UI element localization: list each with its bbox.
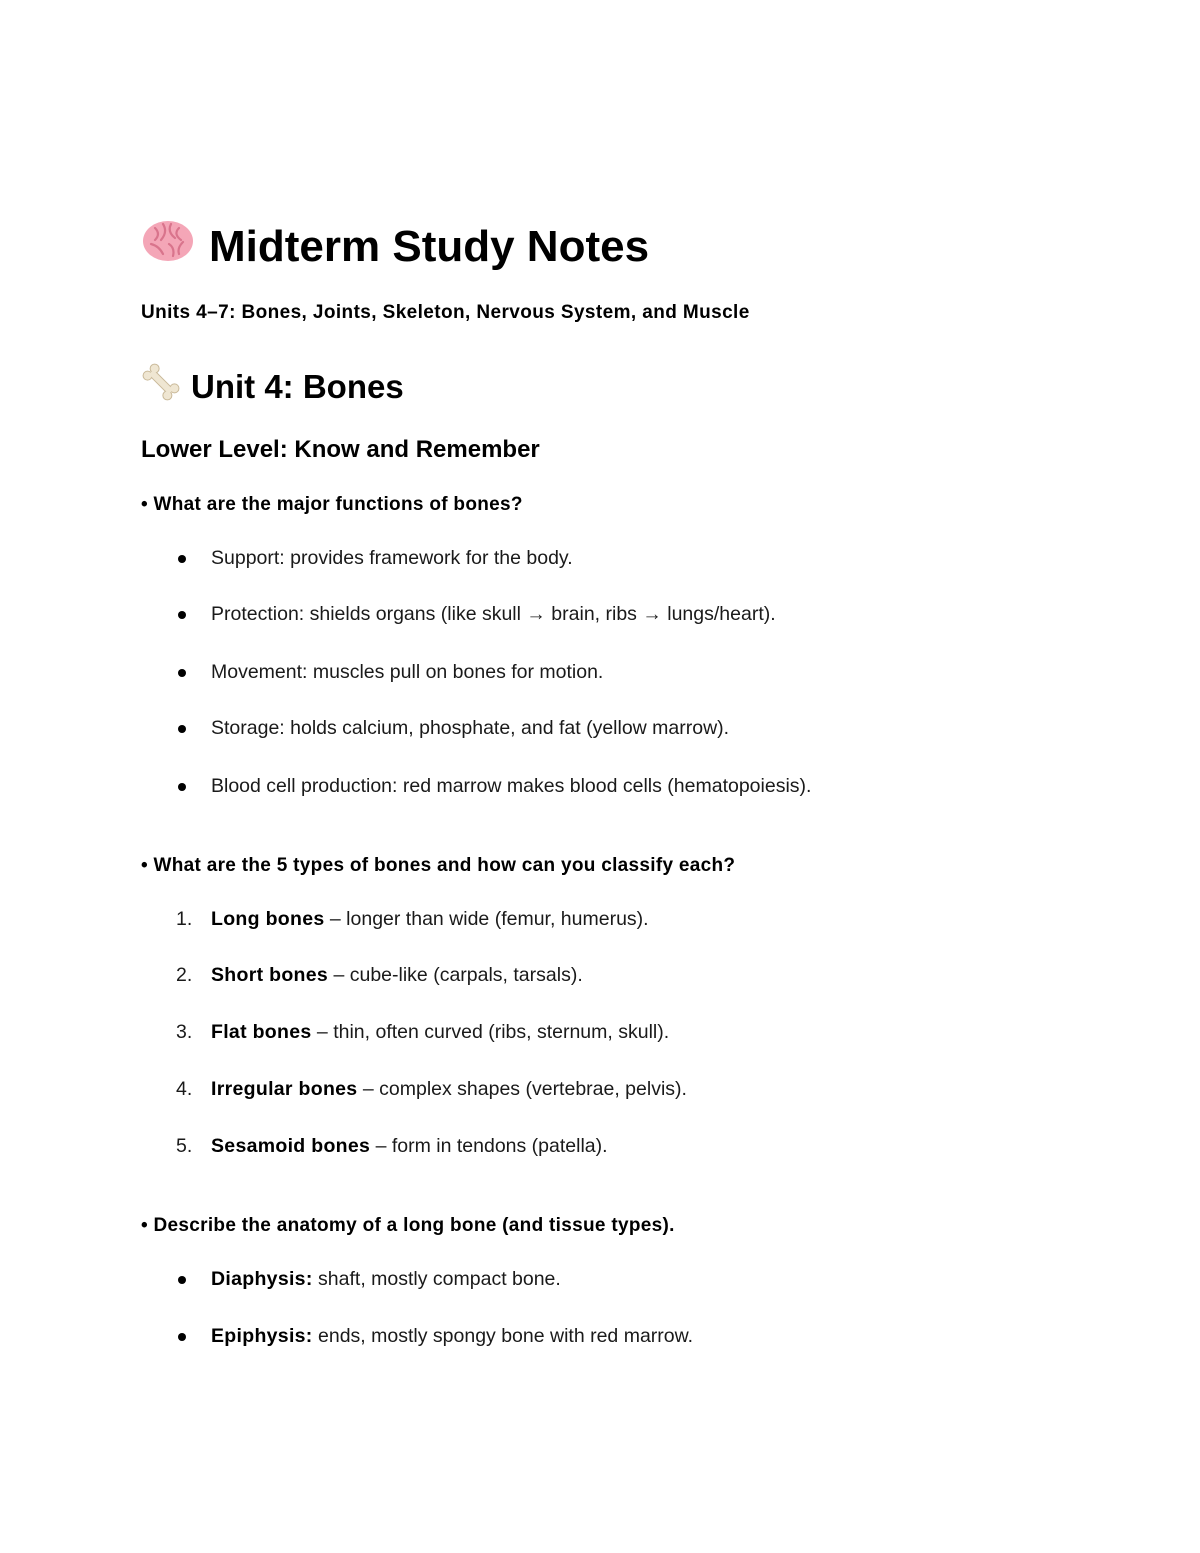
list-number: 3. [176, 1021, 193, 1043]
list-item-term: Short bones [211, 964, 329, 986]
level-heading: Lower Level: Know and Remember [141, 436, 540, 463]
list-item-desc: – longer than wide (femur, humerus). [324, 908, 649, 930]
list-item: Support: provides framework for the body. [211, 547, 573, 569]
unit-heading [141, 362, 404, 412]
list-item: Protection: shields organs (like skull → brain, ribs → lungs/heart). [211, 603, 776, 625]
list-number: 5. [176, 1135, 193, 1157]
list-item: Blood cell production: red marrow makes blood cells (hematopoiesis). [211, 775, 812, 797]
list-number: 4. [176, 1078, 193, 1100]
list-item-term: Diaphysis: [211, 1268, 313, 1290]
list-item-term: Long bones [211, 908, 325, 930]
question-functions: • What are the major functions of bones? [141, 494, 523, 515]
bullet-dot [178, 1276, 186, 1284]
bullet-dot [178, 1333, 186, 1341]
list-item-desc: – thin, often curved (ribs, sternum, skull). [311, 1021, 670, 1043]
list-item [211, 1267, 561, 1291]
bullet-dot [178, 669, 186, 677]
list-item-desc: – form in tendons (patella). [370, 1135, 608, 1157]
list-number: 1. [176, 908, 193, 930]
list-item: Storage: holds calcium, phosphate, and fat (yellow marrow). [211, 717, 730, 739]
list-item-term: Sesamoid bones [211, 1135, 371, 1157]
list-item [211, 1077, 687, 1101]
unit-heading-text: Unit 4: Bones [191, 368, 404, 405]
bone-icon [141, 362, 181, 412]
list-item-desc: – complex shapes (vertebrae, pelvis). [357, 1078, 687, 1100]
question-long-bone-anatomy: • Describe the anatomy of a long bone (and tissue types). [141, 1215, 675, 1236]
question-bone-types: • What are the 5 types of bones and how can you classify each? [141, 855, 736, 876]
list-item-desc: ends, mostly spongy bone with red marrow. [312, 1325, 694, 1347]
bullet-dot [178, 611, 186, 619]
list-item [211, 1134, 608, 1158]
list-item [211, 963, 583, 987]
list-item-term: Irregular bones [211, 1078, 358, 1100]
bullet-dot [178, 555, 186, 563]
page-title-text: Midterm Study Notes [209, 222, 650, 271]
list-item-desc: shaft, mostly compact bone. [312, 1268, 561, 1290]
list-item-term: Flat bones [211, 1021, 312, 1043]
list-number: 2. [176, 964, 193, 986]
page-title [141, 216, 649, 278]
list-item [211, 1020, 669, 1044]
bullet-dot [178, 725, 186, 733]
list-item-term: Epiphysis: [211, 1325, 313, 1347]
bullet-dot [178, 783, 186, 791]
list-item [211, 1324, 693, 1348]
brain-icon [141, 216, 195, 278]
list-item-desc: – cube-like (carpals, tarsals). [328, 964, 583, 986]
list-item [211, 907, 649, 931]
page-subtitle: Units 4–7: Bones, Joints, Skeleton, Nervous System, and Muscle [141, 302, 750, 323]
list-item: Movement: muscles pull on bones for motion. [211, 661, 604, 683]
